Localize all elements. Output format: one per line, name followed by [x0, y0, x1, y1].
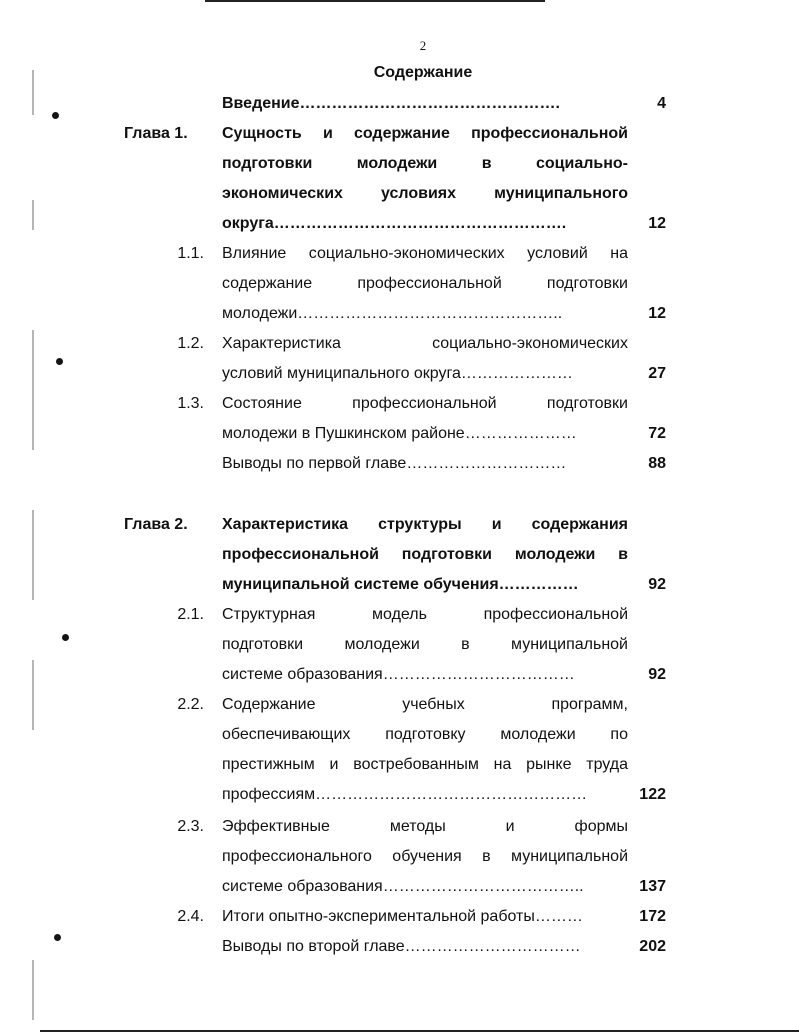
- page-title: Содержание: [373, 64, 473, 81]
- toc-page-number: 4: [657, 95, 666, 112]
- toc-entry-text: Влияние социально-экономических условий на: [222, 245, 628, 262]
- toc-entry-text: Структурная модель профессиональной: [222, 606, 628, 623]
- toc-entry-text: округа……………………………………………….: [222, 215, 567, 232]
- toc-entry-text: Характеристика социально-экономических: [222, 335, 628, 352]
- toc-page-number: 27: [648, 365, 666, 382]
- toc-page-number: 12: [648, 305, 666, 322]
- toc-entry-text: Содержание учебных программ,: [222, 696, 628, 713]
- left-edge-mark: [32, 960, 34, 1020]
- toc-entry-text: Сущность и содержание профессиональной: [222, 125, 628, 142]
- toc-entry-text: Выводы по первой главе…………………………: [222, 455, 567, 472]
- toc-entry-text: профессиональной подготовки молодежи в: [222, 546, 628, 563]
- toc-entry-label: 1.3.: [177, 395, 204, 412]
- toc-entry-label: 2.3.: [177, 818, 204, 835]
- toc-entry-label: 1.1.: [177, 245, 204, 262]
- toc-entry-label: 2.2.: [177, 696, 204, 713]
- toc-entry-text: подготовки молодежи в муниципальной: [222, 636, 628, 653]
- toc-entry-text: системе образования………………………………: [222, 666, 575, 683]
- toc-entry-text: Эффективные методы и формы: [222, 818, 628, 835]
- toc-entry-text: Введение………………………………………….: [222, 95, 560, 112]
- toc-page-number: 122: [639, 786, 666, 803]
- toc-entry-text: обеспечивающих подготовку молодежи по: [222, 726, 628, 743]
- toc-page-number: 72: [648, 425, 666, 442]
- toc-page-number: 172: [639, 908, 666, 925]
- toc-entry-text: молодежи в Пушкинском районе…………………: [222, 425, 577, 442]
- top-border-line: [205, 0, 545, 2]
- toc-entry-text: экономических условиях муниципального: [222, 185, 628, 202]
- toc-entry-label: Глава 1.: [124, 125, 188, 142]
- toc-page-number: 88: [648, 455, 666, 472]
- toc-page-number: 12: [648, 215, 666, 232]
- toc-entry-text: престижным и востребованным на рынке труда: [222, 756, 628, 773]
- toc-entry-text: Характеристика структуры и содержания: [222, 516, 628, 533]
- toc-page-number: 202: [639, 938, 666, 955]
- toc-entry-text: профессионального обучения в муниципальной: [222, 848, 628, 865]
- toc-entry-text: Выводы по второй главе……………………………: [222, 938, 581, 955]
- toc-entry-text: содержание профессиональной подготовки: [222, 275, 628, 292]
- bottom-border-line: [40, 1030, 799, 1032]
- toc-entry-label: 2.1.: [177, 606, 204, 623]
- toc-page-number: 137: [639, 878, 666, 895]
- toc-page-number: 92: [648, 576, 666, 593]
- toc-page-number: 92: [648, 666, 666, 683]
- toc-entry-label: 1.2.: [177, 335, 204, 352]
- page-number: 2: [419, 38, 427, 53]
- toc-entry-text: условий муниципального округа…………………: [222, 365, 573, 382]
- toc-entry-text: подготовки молодежи в социально-: [222, 155, 628, 172]
- toc-entry-text: муниципальной системе обучения……………: [222, 576, 579, 593]
- toc-entry-text: молодежи…………………………………………..: [222, 305, 563, 322]
- toc-entry-label: Глава 2.: [124, 516, 188, 533]
- toc-entry-text: Состояние профессиональной подготовки: [222, 395, 628, 412]
- toc-entry-text: Итоги опытно-экспериментальной работы………: [222, 908, 583, 925]
- toc-entry-text: системе образования………………………………..: [222, 878, 584, 895]
- toc-entry-label: 2.4.: [177, 908, 204, 925]
- toc-entry-text: профессиям……………………………………………: [222, 786, 588, 803]
